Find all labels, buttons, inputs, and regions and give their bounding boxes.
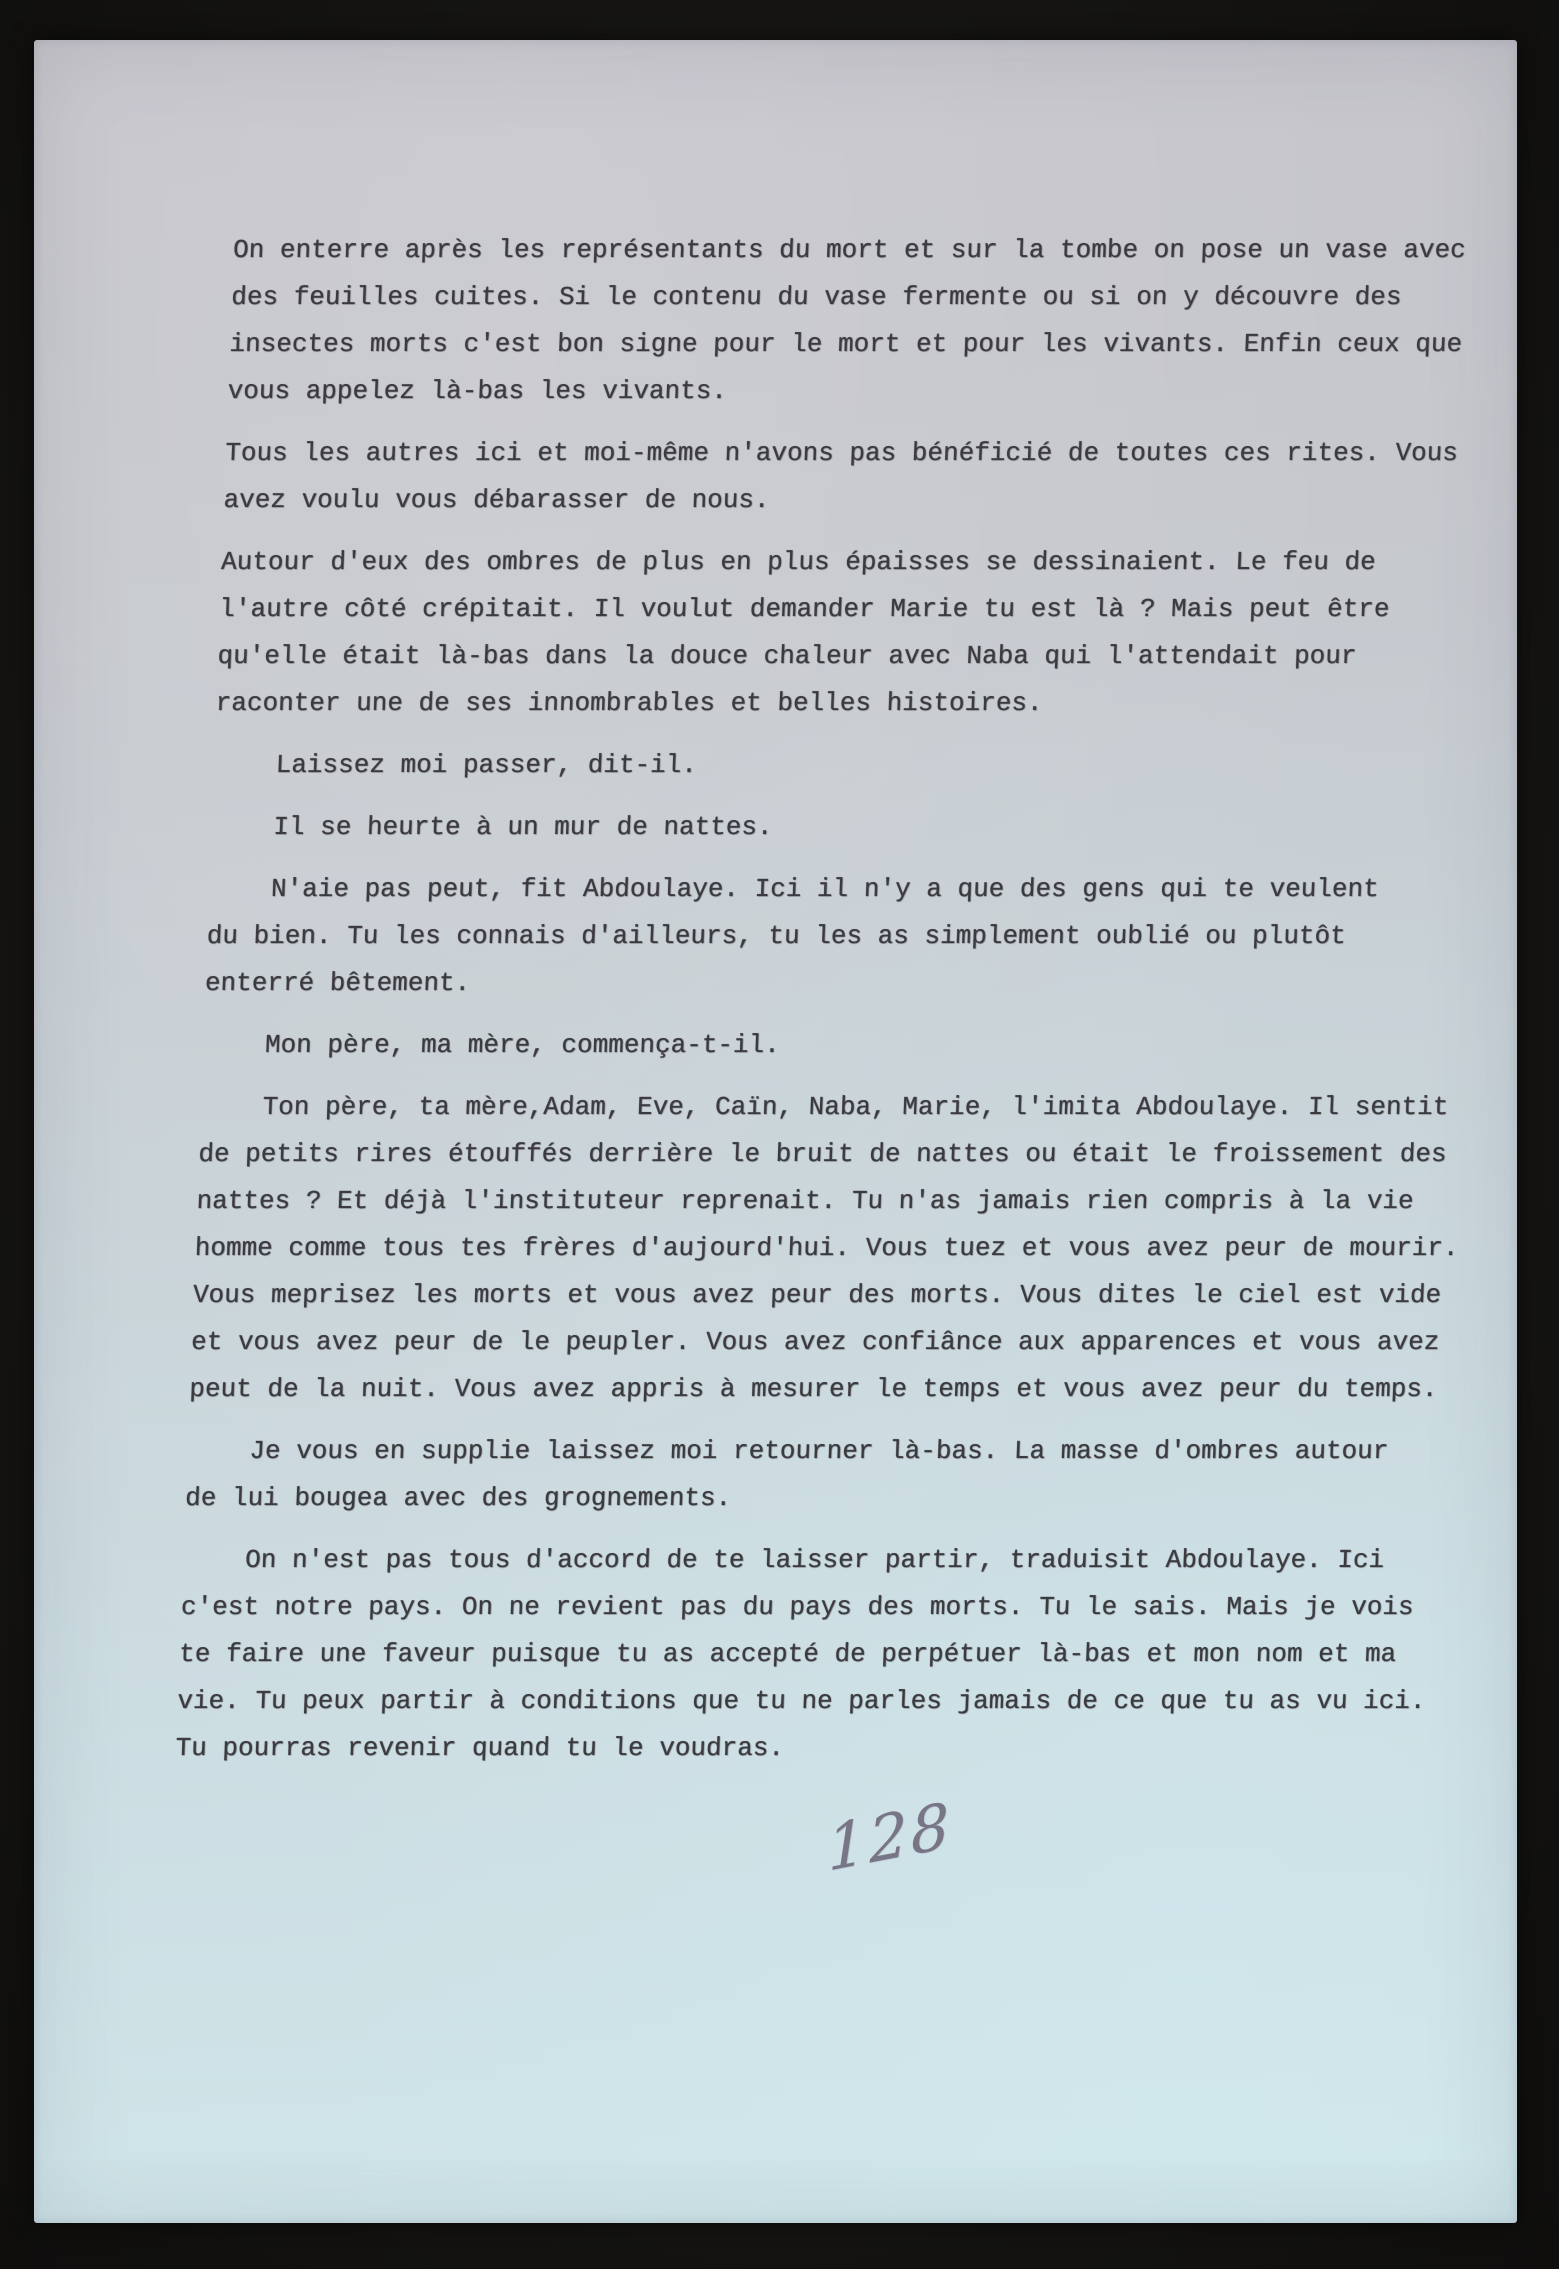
paragraph: Il se heurte à un mur de nattes.: [272, 812, 774, 842]
paragraph: Je vous en supplie laissez moi retourner là-bas. La masse d'ombres autour de lui bougea avec des grognements.: [184, 1436, 1389, 1513]
paragraph: Laissez moi passer, dit-il.: [275, 750, 698, 780]
typewritten-page: [34, 40, 1517, 2223]
paragraph: Autour d'eux des ombres de plus en plus épaisses se dessinaient. Le feu de l'autre côté crépitait. Il voulut demander Marie tu est là ? Mais peut être qu'elle était là-bas dans la douce chaleur avec Naba qui l'attendait pour raconter une de ses innombrables et belles histoires.: [215, 547, 1391, 718]
text-block: [174, 227, 1504, 1787]
paragraph: Tous les autres ici et moi-même n'avons pas bénéficié de toutes ces rites. Vous avez voulu vous débarasser de nous.: [222, 438, 1459, 515]
paragraph: Mon père, ma mère, commença-t-il.: [264, 1030, 781, 1060]
paragraph: N'aie pas peut, fit Abdoulaye. Ici il n'y a que des gens qui te veulent du bien. Tu les connais d'ailleurs, tu les as simplement oublié ou plutôt enterré bêtement.: [204, 874, 1380, 998]
paragraph: On enterre après les représentants du mort et sur la tombe on pose un vase avec des feuilles cuites. Si le contenu du vase fermente ou si on y découvre des insectes morts c'est bon signe pour le mort et pour les vivants. Enfin ceux que vous appelez là-bas les vivants.: [227, 235, 1467, 406]
paragraph: On n'est pas tous d'accord de te laisser partir, traduisit Abdoulaye. Ici c'est notre pays. On ne revient pas du pays des morts. Tu le sais. Mais je vois te faire une faveur puisque tu as accepté de perpétuer là-bas et mon nom et ma vie. Tu peux partir à conditions que tu ne parles jamais de ce que tu as vu ici. Tu pourras revenir quand tu le voudras.: [174, 1545, 1427, 1763]
handwritten-page-number: 128: [826, 1787, 954, 1886]
paragraph: Ton père, ta mère,Adam, Eve, Caïn, Naba, Marie, l'imita Abdoulaye. Il sentit de petits rires étouffés derrière le bruit de nattes ou était le froissement des nattes ? Et déjà l'instituteur reprenait. Tu n'as jamais rien compris à la vie homme comme tous tes frères d'aujourd'hui. Vous tuez et vous avez peur de mourir. Vous meprisez les morts et vous avez peur des morts. Vous dites le ciel est vide et vous avez peur de le peupler. Vous avez confiânce aux apparences et vous avez peut de la nuit. Vous avez appris à mesurer le temps et vous avez peur du temps.: [188, 1092, 1460, 1404]
